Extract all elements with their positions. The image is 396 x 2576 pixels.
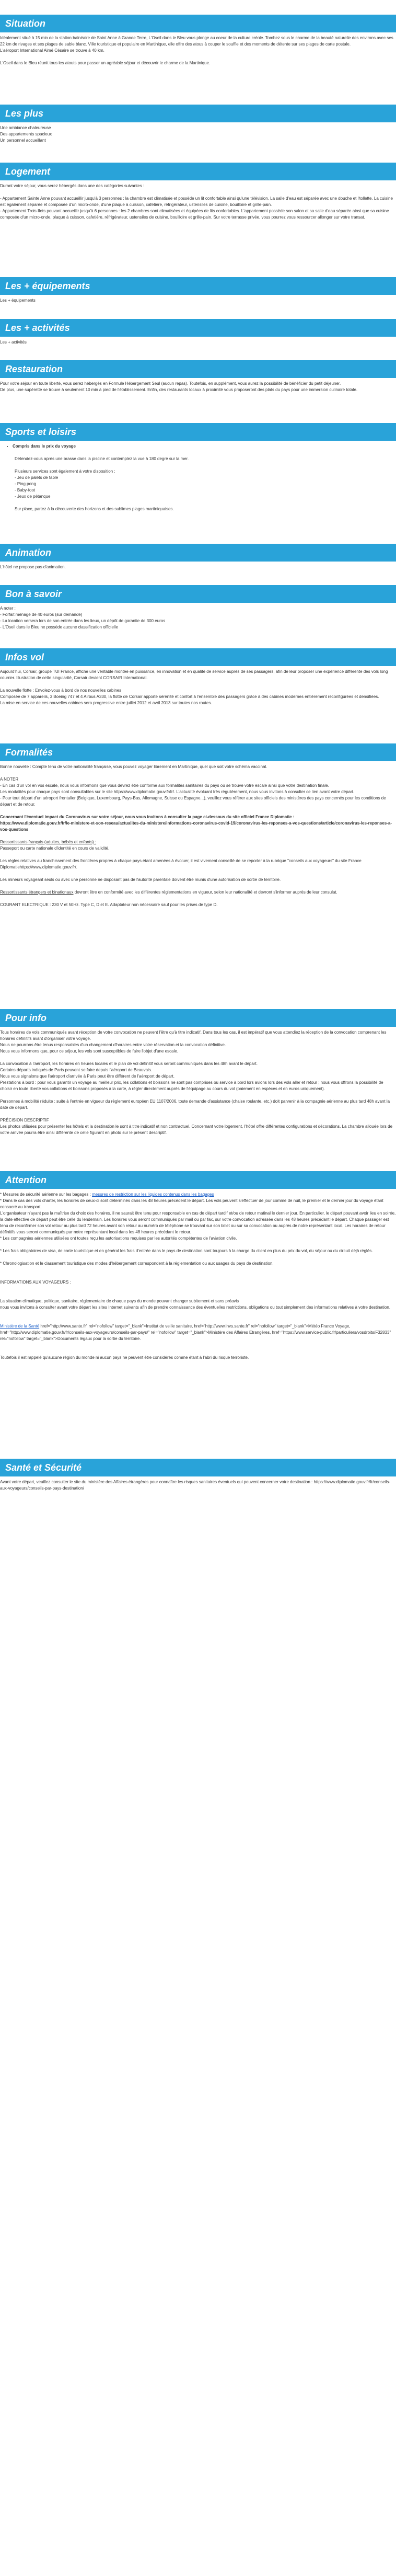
paragraph: Les + équipements	[0, 298, 36, 303]
paragraph: Nous ne pourrons être tenus responsables d'un changement d'horaires entre votre réservation et la convocation définitive.	[0, 1043, 226, 1047]
list-item: - Forfait ménage de 40 euros (sur demande)	[0, 612, 83, 617]
list-item: A noter :	[0, 606, 16, 611]
paragraph: L'Oseil dans le Bleu réunit tous les atouts pour passer un agréable séjour et découvrir le charme de la Martinique.	[0, 61, 211, 65]
paragraph: Concernant l'éventuel impact du Coronavirus sur votre séjour, nous vous invitons à consulter la page ci-dessous du site officiel France Diplomatie :	[0, 815, 295, 819]
paragraph: nous vous invitons à consulter avant votre départ les sites Internet suivants afin de prendre connaissance des éventuelles restrictions, obligations ou tout simplement des informations relatives à votre destination.	[0, 1305, 391, 1310]
paragraph: Les règles relatives au franchissement des frontières propres à chaque pays étant amenées à évoluer, il est vivement conseillé de se reporter à la rubrique "conseils aux voyageurs" du site France Diplomatiehttps://www.diplomatie.gouv.fr/.	[0, 858, 363, 869]
paragraph: La nouvelle flotte : Envolez-vous à bord de nos nouvelles cabines	[0, 688, 122, 693]
section-les-plus	[0, 105, 396, 144]
paragraph: Tous horaires de vols communiqués avant réception de votre convocation ne peuvent l'être qu'à titre indicatif. Dans tous les cas, il est impératif que vous attendiez la réception de la convocation comprenant les horaires définitifs avant d'organiser votre voyage.	[0, 1030, 388, 1041]
paragraph: * Dans le cas des vols charter, les horaires de ceux-ci sont déterminés dans les 48 heures précédent le départ. Les vols peuvent s'effectuer de jour comme de nuit, le premier et le dernier jour du voyage étant consacré au transport.	[0, 1198, 385, 1209]
paragraph: Certains départs indiqués de Paris peuvent se faire depuis l'aéroport de Beauvais.	[0, 1068, 153, 1072]
list-item: - L'Oseil dans le Bleu ne possède aucune classification officielle	[0, 625, 118, 629]
paragraph: Plusieurs services sont également à votre disposition :	[15, 469, 115, 474]
paragraph: Pour votre séjour en toute liberté, vous serez hébergés en Formule Hébergement Seul (aucun repas). Toutefois, en supplément, vous aurez la possibilité de bénéficier du petit déjeuner.	[0, 381, 341, 386]
paragraph-underlined: Ressortissants étrangers et binationaux	[0, 890, 74, 895]
list-item: - La location versera lors de son entrée dans les lieux, un dépôt de garantie de 300 euros	[0, 619, 166, 623]
section-bon-a-savoir	[0, 585, 396, 631]
paragraph: - Pour tout départ d'un aéroport frontalier (Belgique, Luxembourg, Pays-Bas, Allemagne, Suisse ou Espagne...), veuillez vous référer aux sites officiels des ministères des pays concernés pour les conditions de départ et de retour.	[0, 796, 387, 807]
ministere-sante-link[interactable]: Ministère de la Santé	[0, 1324, 40, 1329]
section-title: Les + activités	[0, 319, 396, 337]
paragraph: Nous vous signalons que l'aéroport d'arrivée à Paris peut être différent de l'aéroport de départ.	[0, 1074, 174, 1079]
section-title: Santé et Sécurité	[0, 1459, 396, 1476]
paragraph: De plus, une supérette se trouve à seulement 10 min à pied de l'établissement. Enfin, des restaurants locaux à proximité vous proposeront des plats du pays pour une immersion culinaire totale.	[0, 387, 358, 392]
section-restauration	[0, 360, 396, 393]
section-animation	[0, 544, 396, 570]
list-item: - Ping pong	[15, 482, 36, 486]
section-title: Pour info	[0, 1009, 396, 1027]
liquids-restriction-link[interactable]: mesures de restriction sur les liquides contenus dans les bagages	[92, 1192, 214, 1197]
section-title: Attention	[0, 1171, 396, 1189]
section-title: Sports et loisirs	[0, 423, 396, 441]
paragraph: L'aéroport International Aimé Césaire se trouve à 40 km.	[0, 48, 104, 53]
section-formalites	[0, 743, 396, 908]
paragraph	[0, 1192, 396, 1198]
section-sante-securite	[0, 1459, 396, 1492]
paragraph: Sur place, partez à la découverte des horizons et des sublimes plages martiniquaises.	[15, 507, 174, 511]
section-title: Les + équipements	[0, 277, 396, 295]
paragraph: Idéalement situé à 15 min de la station balnéaire de Saint Anne à Grande Terre, L'Oseil dans le Bleu vous plonge au coeur de la culture créole. Tombez sous le charme de la beauté naturelle des environs avec ses 22 km de rivages et ses plages de sable blanc. Ville touristique et populaire en Martinique, elle offre des atous à couper le souffle et des moments de détente sur ses plages de carte postale.	[0, 36, 395, 47]
section-situation	[0, 15, 396, 66]
paragraph	[0, 889, 396, 896]
paragraph: Les photos utilisées pour présenter les hôtels et la destination le sont à titre indicatif et non contractuel. Concernant votre logement, l'hôtel offre différentes configurations et décorations. La chambre allouée lors de votre arrivée pourra être ainsi différente de celle figurant en photo sur le présent descriptif.	[0, 1124, 394, 1135]
paragraph: Personnes à mobilité réduite : suite à l'entrée en vigueur du règlement européen EU 1107/2006, toute demande d'assistance (chaise roulante, etc.) doit parvenir à la compagnie aérienne au plus tard 48h avant la date de départ.	[0, 1099, 391, 1110]
paragraph: La mise en service de ces nouvelles cabines sera progressive entre juillet 2012 et avril 2013 sur toutes nos routes.	[0, 701, 212, 705]
paragraph: - Appartement Trois-îlets pouvant accueillir jusqu'à 6 personnes : les 2 chambres sont climatisées et équipées de lits confortables. L'appartement possède son salon et sa salle d'eau séparée ainsi que sa cuisine composée d'un micro-onde, plaque à cuisson, cafetière, réfrigérateur, ustensiles de cuisine, bouilloire et grille-pain. Sur votre terrasse privée, vous pourrez vous ressourcer allonger sur votre transat.	[0, 209, 390, 220]
list-item: Un personnel accueillant	[0, 138, 46, 143]
paragraph: Les mineurs voyageant seuls ou avec une personne ne disposant pas de l'autorité parentale doivent être munis d'une autorisation de sortie de territoire.	[0, 877, 281, 882]
paragraph: COURANT ELECTRIQUE : 230 V et 50Hz. Type C, D et E. Adaptateur non nécessaire sauf pour les prises de type D.	[0, 902, 218, 907]
section-title: Bon à savoir	[0, 585, 396, 603]
section-infos-vol	[0, 648, 396, 706]
paragraph: Toutefois il est rappelé qu'aucune région du monde ni aucun pays ne peuvent être considérés comme étant à l'abri du risque terroriste.	[0, 1355, 249, 1360]
paragraph: - En cas d'un vol en vos escale, nous vous informons que vous devrez être conforme aux formalités sanitaires du pays où se trouve votre escale ainsi que votre destination finale.	[0, 783, 329, 788]
paragraph: - Appartement Sainte Anne pouvant accueillir jusqu'à 3 personnes : la chambre est climatisée et possède un lit confortable ainsi qu'une télévision. La salle d'eau est séparée avec une douche et l'tollette. La cuisine est également séparée et composée d'un micro-onde, d'une plaque à cuisson, cafetière, réfrigérateur, ustensiles de cuisine, bouilloire et grille-pain.	[0, 196, 394, 207]
section-title: Restauration	[0, 360, 396, 378]
paragraph: L'organisateur n'ayant pas la maîtrise du choix des horaires, il ne saurait être tenu pour responsable en cas de départ tardif et/ou de retour matinal le dernier jour. En particulier, le départ pouvant avoir lieu en soirée, la date effective de départ peut être celle du lendemain. Les horaires vous seront communiqués par mail ou par fax, sur votre convocation adressée dans les 48 heures précédant le départ. Chaque passager est tenu de reconfirmer son vol retour au plus tard 72 heures avant son retour au numéro de téléphone se trouvant sur son billet ou sur sa convocation ou auprès de notre représentant local. Les horaires de retour définitifs vous seront communiqués par notre représentant local dans les 48 heures précédant le retour.	[0, 1211, 396, 1234]
paragraph: PRÉCISION DESCRIPTIF	[0, 1118, 49, 1123]
list-item: Des appartements spacieux	[0, 132, 52, 136]
paragraph-rest: href="http://www.sante.fr" rel="nofollow" target="_blank">Institut de veille sanitaire, href="http://www.invs.sante.fr" rel="nofollow" target="_blank">Météo France Voyage, href="http://www.diplomatie.gouv.fr/fr/conseils-aux-voyageurs/conseils-par-pays/" rel="nofollow" target="_blank">Ministère des Affaires Etrangères, href="https://www.service-public.fr/particuliers/vosdroits/F32833" rel="nofollow" target="_blank">Documents légaux pour la sortie du territoire.	[0, 1324, 392, 1341]
paragraph: Les modalités pour chaque pays sont consultables sur le site https://www.diplomatie.gouv.fr/fr/. L'actualité évoluant très régulièrement, nous vous invitons à consulter ce lien avant votre départ.	[0, 789, 355, 794]
section-title: Formalités	[0, 743, 396, 761]
paragraph: Avant votre départ, veuillez consulter le site du ministère des Affaires étrangères pour connaître les risques sanitaires éventuels qui peuvent concerner votre destination : https://www.diplomatie.gouv.fr/fr/conseils-aux-voyageurs/conseils-par-pays-destination/	[0, 1480, 391, 1491]
paragraph-prefix: * Mesures de sécurité aérienne sur les bagages :	[0, 1192, 92, 1197]
bullet-item: • Compris dans le prix du voyage	[13, 443, 396, 450]
paragraph	[0, 1323, 396, 1342]
link[interactable]: https://www.diplomatie.gouv.fr/fr/le-ministere-et-son-reseau/actualites-du-ministere/informations-coronavirus-covid-19/coronavirus-les-reponses-a-vos-questions/article/coronavirus-les-reponses-a-vos-questions	[0, 821, 392, 832]
paragraph: * Chronologisation et le classement touristique des modes d'hébergement correspondent à la réglementation ou aux usages du pays de destination.	[0, 1261, 274, 1266]
paragraph-rest: devront être en conformité avec les différentes réglementations en vigueur, selon leur nationalité et devront s'informer auprès de leur consulat.	[73, 890, 337, 895]
paragraph: Les + activités	[0, 340, 27, 345]
paragraph: Composée de 7 appareils, 3 Boeing 747 et 4 Airbus A330, la flotte de Corsair apporte sérénité et confort à l'ensemble des passagers grâce à des cabines modernes entièrement reconfigurées et densifiées.	[0, 694, 379, 699]
paragraph: L'hôtel ne propose pas d'animation.	[0, 565, 66, 569]
paragraph: * Les compagnies aériennes utilisées ont toutes reçu les autorisations requises par les autorités compétentes de l'aviation civile.	[0, 1236, 237, 1241]
paragraph: Détendez-vous après une brasse dans la piscine et contemplez la vue à 180 degré sur la mer.	[15, 456, 189, 461]
section-title: Les plus	[0, 105, 396, 122]
paragraph: Bonne nouvelle : Compte tenu de votre nationalité française, vous pouvez voyager librement en Martinique, quel que soit votre schéma vaccinal.	[0, 764, 267, 769]
section-sports-loisirs	[0, 423, 396, 512]
section-title: Infos vol	[0, 648, 396, 666]
paragraph: Nous vous informons que, pour ce séjour, les vols sont susceptibles de faire l'objet d'une escale.	[0, 1049, 179, 1054]
paragraph: A NOTER	[0, 777, 19, 782]
section-activites	[0, 319, 396, 346]
section-title: Animation	[0, 544, 396, 562]
section-attention	[0, 1171, 396, 1361]
paragraph: Prestations à bord : pour vous garantir un voyage au meilleur prix, les collations et boissons ne sont pas comprises ou service à bord lors avions lors des vols aller et retour ; nous vous offrons la possibilité de choisir en toute liberté vos collations et boissons proposés à la carte, à régler directement auprès de l'équipage au cours du vol (paiement en espèces et en euros uniquement).	[0, 1080, 385, 1091]
list-item: - Jeux de pétanque	[15, 494, 51, 499]
paragraph: Aujourd'hui, Corsair, groupe TUI France, affiche une véritable montée en puissance, en innovation et en qualité de service auprès de ses passagers, afin de leur proposer une expérience différente des vols long courrier. Illustration de cette singularité, Corsair devient CORSAIR International.	[0, 669, 389, 680]
list-item: - Baby-foot	[15, 488, 36, 493]
paragraph: La situation climatique, politique, sanitaire, réglementaire de chaque pays du monde pouvant changer subitement et sans préavis	[0, 1299, 239, 1303]
list-item: - Jeu de palets de table	[15, 475, 59, 480]
section-logement	[0, 163, 396, 221]
paragraph: Ressortissants français (adultes, bébés et enfants) :	[0, 840, 97, 844]
section-equipements	[0, 277, 396, 304]
section-pour-info	[0, 1009, 396, 1136]
section-title: Logement	[0, 163, 396, 180]
section-title: Situation	[0, 15, 396, 32]
paragraph: La convocation à l'aéroport, les horaires en heures locales et le plan de vol définitif vous seront communiqués dans les 48h avant le départ.	[0, 1061, 258, 1066]
paragraph: Durant votre séjour, vous serez hébergés dans une des catégories suivantes :	[0, 184, 145, 188]
paragraph: Passeport ou carte nationale d'identité en cours de validité.	[0, 846, 110, 851]
paragraph: * Les frais obligatoires de visa, de carte touristique et en général les frais d'entrée dans le pays de destination sont toujours à la charge du client en plus du prix du vol, du séjour ou du circuit déjà réglés.	[0, 1249, 373, 1253]
list-item: Une ambiance chaleureuse	[0, 125, 51, 130]
paragraph: INFORMATIONS AUX VOYAGEURS :	[0, 1280, 71, 1285]
